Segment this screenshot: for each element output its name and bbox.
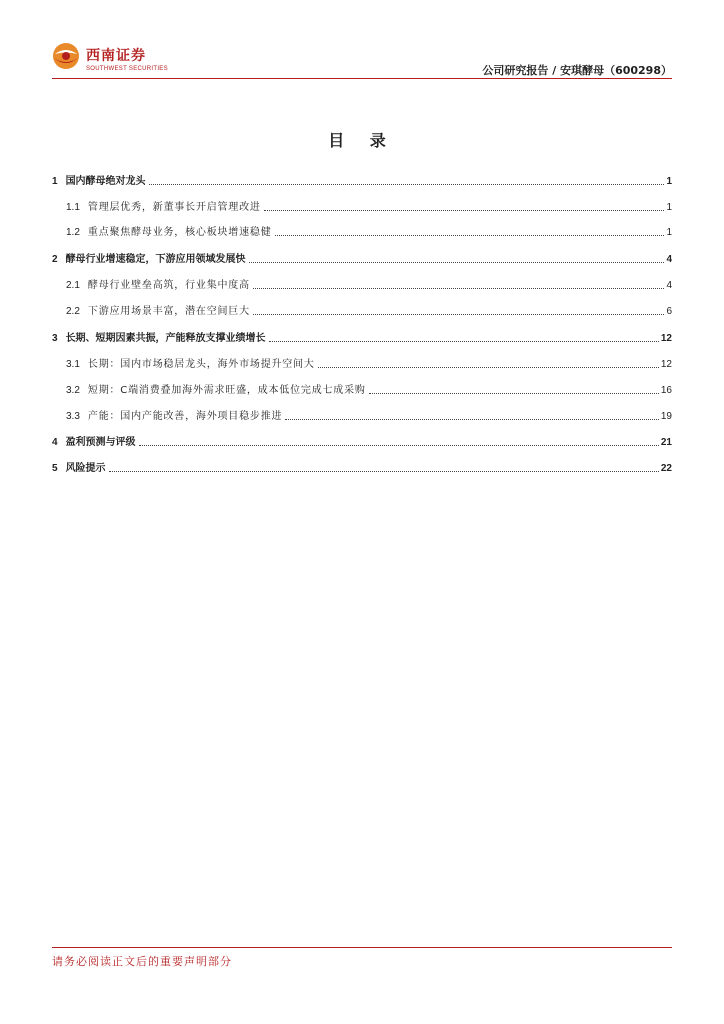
footer-disclaimer: 请务必阅读正文后的重要声明部分 — [52, 955, 232, 968]
toc-entry[interactable] — [52, 196, 672, 214]
toc-entry[interactable] — [52, 170, 672, 188]
toc-leader-dots — [369, 393, 659, 394]
toc-entry-page: 4 — [666, 254, 672, 265]
toc-entry-number: 1 — [52, 176, 58, 187]
toc-entry[interactable] — [52, 457, 672, 475]
toc-entry-page: 6 — [666, 306, 672, 317]
toc-entry-label: 酵母行业壁垒高筑，行业集中度高 — [87, 280, 250, 291]
toc-entry-page: 1 — [666, 227, 672, 238]
toc-leader-dots — [253, 314, 665, 315]
toc-entry-label: 长期：国内市场稳居龙头，海外市场提升空间大 — [87, 359, 315, 370]
toc-entry-page: 12 — [660, 333, 672, 344]
toc-entry-number: 3 — [52, 333, 58, 344]
toc-leader-dots — [318, 367, 659, 368]
toc-entry-number: 2 — [52, 254, 58, 265]
toc-entry-label: 酵母行业增速稳定，下游应用领域发展快 — [65, 254, 246, 265]
toc-entry-label: 风险提示 — [65, 463, 106, 474]
toc-entry[interactable] — [52, 379, 672, 397]
toc-entry[interactable] — [52, 405, 672, 423]
logo-chinese-name: 西南证券 — [86, 48, 146, 64]
toc-entry[interactable] — [52, 221, 672, 239]
toc-entry[interactable] — [52, 300, 672, 318]
toc-leader-dots — [285, 419, 659, 420]
toc-leader-dots — [149, 184, 665, 185]
toc-entry[interactable] — [52, 248, 672, 266]
toc-entry-number: 4 — [52, 437, 58, 448]
toc-entry-page: 19 — [660, 411, 672, 422]
toc-entry-number: 1.1 — [66, 202, 80, 213]
toc-entry-number: 2.2 — [66, 306, 80, 317]
toc-entry-page: 1 — [666, 202, 672, 213]
toc-leader-dots — [109, 471, 659, 472]
toc-entry[interactable] — [52, 274, 672, 292]
header-divider — [52, 78, 672, 79]
page-header — [52, 40, 672, 80]
toc-entry[interactable] — [52, 327, 672, 345]
toc-entry-label: 管理层优秀，新董事长开启管理改进 — [87, 202, 261, 213]
toc-entry-page: 16 — [660, 385, 672, 396]
toc-entry-label: 重点聚焦酵母业务，核心板块增速稳健 — [87, 227, 272, 238]
toc-entry-number: 1.2 — [66, 227, 80, 238]
toc-entry-number: 2.1 — [66, 280, 80, 291]
logo-emblem-icon — [52, 42, 80, 70]
toc-entry-number: 3.2 — [66, 385, 80, 396]
toc-entry-number: 3.3 — [66, 411, 80, 422]
toc-entry-label: 盈利预测与评级 — [65, 437, 136, 448]
toc-heading: 目 录 — [328, 131, 396, 150]
toc-leader-dots — [253, 288, 665, 289]
toc-entry-page: 4 — [666, 280, 672, 291]
toc-entry-label: 国内酵母绝对龙头 — [65, 176, 146, 187]
toc-entry-label: 长期、短期因素共振，产能释放支撑业绩增长 — [65, 333, 266, 344]
toc-entry-label: 下游应用场景丰富，潜在空间巨大 — [87, 306, 250, 317]
company-logo — [52, 42, 212, 76]
toc-entry[interactable] — [52, 431, 672, 449]
toc-entry-page: 21 — [660, 437, 672, 448]
logo-english-name: SOUTHWEST SECURITIES — [86, 66, 168, 72]
toc-entry-page: 12 — [660, 359, 672, 370]
footer-divider — [52, 947, 672, 948]
toc-entry-label: 短期：C端消费叠加海外需求旺盛，成本低位完成七成采购 — [87, 385, 366, 396]
report-title: 公司研究报告 / 安琪酵母（600298） — [482, 64, 672, 77]
toc-entry-label: 产能：国内产能改善，海外项目稳步推进 — [87, 411, 283, 422]
toc-entry-number: 5 — [52, 463, 58, 474]
toc-leader-dots — [275, 235, 665, 236]
toc-entry-number: 3.1 — [66, 359, 80, 370]
toc-leader-dots — [264, 210, 665, 211]
toc-leader-dots — [269, 341, 659, 342]
toc-entry-page: 1 — [666, 176, 672, 187]
toc-leader-dots — [139, 445, 659, 446]
toc-entry[interactable] — [52, 353, 672, 371]
toc-leader-dots — [249, 262, 665, 263]
toc-entry-page: 22 — [660, 463, 672, 474]
